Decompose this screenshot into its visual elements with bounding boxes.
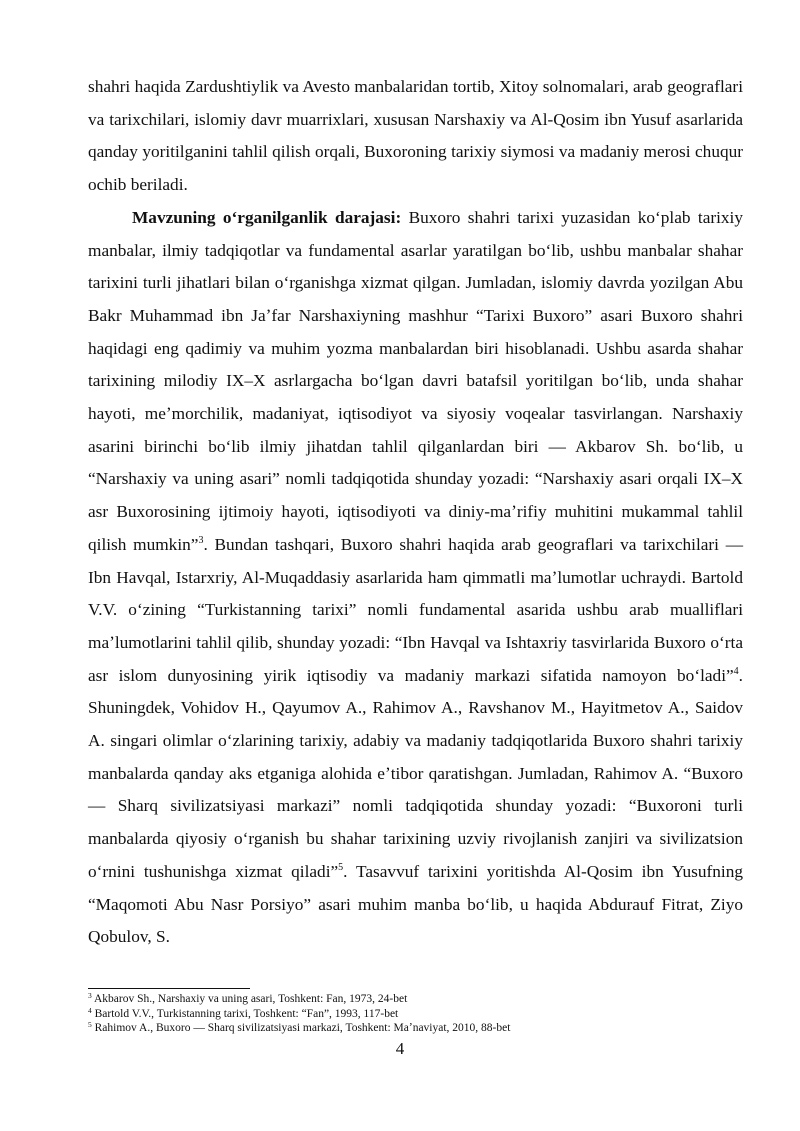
footnote-item xyxy=(88,992,743,1007)
paragraph-text: . Shuningdek, Vohidov H., Qayumov A., Rahimov A., Ravshanov M., Hayitmetov A., Saidov A. singari olimlar oʻzlarining tarixiy, adabiy va madaniy tadqiqotlarida Buxoro shahri tarixiy manbalarda qanday aks etganiga alohida eʼtibor qaratishgan. Jumladan, Rahimov A. “Buxoro — Sharq sivilizatsiyasi markazi” nomli tadqiqotida shunday yozadi: “Buxoroni turli manbalarda qiyosiy oʻrganish bu shahar tarixining uzviy rivojlanish zanjiri va sivilizatsion oʻrnini tushunishga xizmat qiladi” xyxy=(88,665,743,881)
footnote-reference[interactable]: 5 xyxy=(338,861,344,873)
paragraph-text: Buxoro shahri tarixi yuzasidan koʻplab tarixiy manbalar, ilmiy tadqiqotlar va fundamental asarlar yaratilgan boʻlib, ushbu manbalar shahar tarixini turli jihatlari bilan oʻrganishga xizmat qilgan. Jumladan, islomiy davrda yozilgan Abu Bakr Muhammad ibn Jaʼfar Narshaxiyning mashhur “Tarixi Buxoro” asari Buxoro shahri haqidagi eng qadimiy va muhim yozma manbalardan biri hisoblanadi. Ushbu asarda shahar tarixining milodiy IX–X asrlargacha boʻlgan davri batafsil yoritilgan boʻlib, unda shahar hayoti, meʼmorchilik, madaniyat, iqtisodiyot va siyosiy voqealar tasvirlangan. Narshaxiy asarini birinchi boʻlib ilmiy jihatdan tahlil qilganlardan biri — Akbarov Sh. boʻlib, u “Narshaxiy va uning asari” nomli tadqiqotida shunday yozadi: “Narshaxiy asari orqali IX–X asr Buxorosining ijtimoiy hayoti, iqtisodiyoti va diniy-maʼrifiy muhitini mukammal tahlil qilish mumkin” xyxy=(88,207,743,554)
body-text xyxy=(88,71,743,954)
footnote-reference[interactable]: 4 xyxy=(733,665,739,677)
section-heading-inline: Mavzuning oʻrganilganlik darajasi: xyxy=(132,207,402,227)
paragraph-text: . Tasavvuf tarixini yoritishda Al-Qosim ibn Yusufning “Maqomoti Abu Nasr Porsiyo” asari muhim manba boʻlib, u haqida Abdurauf Fitrat, Ziyo Qobulov, S. xyxy=(88,861,743,947)
paragraph-text: . Bundan tashqari, Buxoro shahri haqida arab geograflari va tarixchilari — Ibn Havqal, Istarxriy, Al-Muqaddasiy asarlarida ham qimmatli maʼlumotlar uchraydi. Bartold V.V. oʻzining “Turkistanning tarixi” nomli fundamental asarida ushbu arab mualliflari maʼlumotlarini tahlil qilib, shunday yozadi: “Ibn Havqal va Ishtaxriy tasvirlarida Buxoro oʻrta asr islom dunyosining yirik iqtisodiy va madaniy markazi sifatida namoyon boʻladi” xyxy=(88,534,743,685)
footnote-item xyxy=(88,1021,743,1036)
footnote-text: Rahimov A., Buxoro — Sharq sivilizatsiyasi markazi, Toshkent: Maʼnaviyat, 2010, 88-bet xyxy=(94,1022,511,1034)
footnote-number: 5 xyxy=(88,1020,92,1029)
footnote-item xyxy=(88,1007,743,1022)
footnote-number: 4 xyxy=(88,1005,92,1015)
footnote-reference[interactable]: 3 xyxy=(198,534,204,546)
paragraph-literature-review xyxy=(88,202,743,954)
footnote-number: 3 xyxy=(88,991,92,1000)
footnotes xyxy=(88,992,743,1036)
footnote-text: Akbarov Sh., Narshaxiy va uning asari, Toshkent: Fan, 1973, 24-bet xyxy=(94,993,408,1005)
footnote-text: Bartold V.V., Turkistanning tarixi, Toshkent: “Fan”, 1993, 117-bet xyxy=(94,1007,399,1020)
footnote-separator xyxy=(88,988,250,989)
paragraph-intro-continuation: shahri haqida Zardushtiylik va Avesto manbalaridan tortib, Xitoy solnomalari, arab geograflari va tarixchilari, islomiy davr muarrixlari, xususan Narshaxiy va Al-Qosim ibn Yusuf asarlarida qanday yoritilganini tahlil qilish orqali, Buxoroning tarixiy siymosi va madaniy merosi chuqur ochib beriladi. xyxy=(88,77,743,195)
page-number: 4 xyxy=(395,1039,405,1058)
